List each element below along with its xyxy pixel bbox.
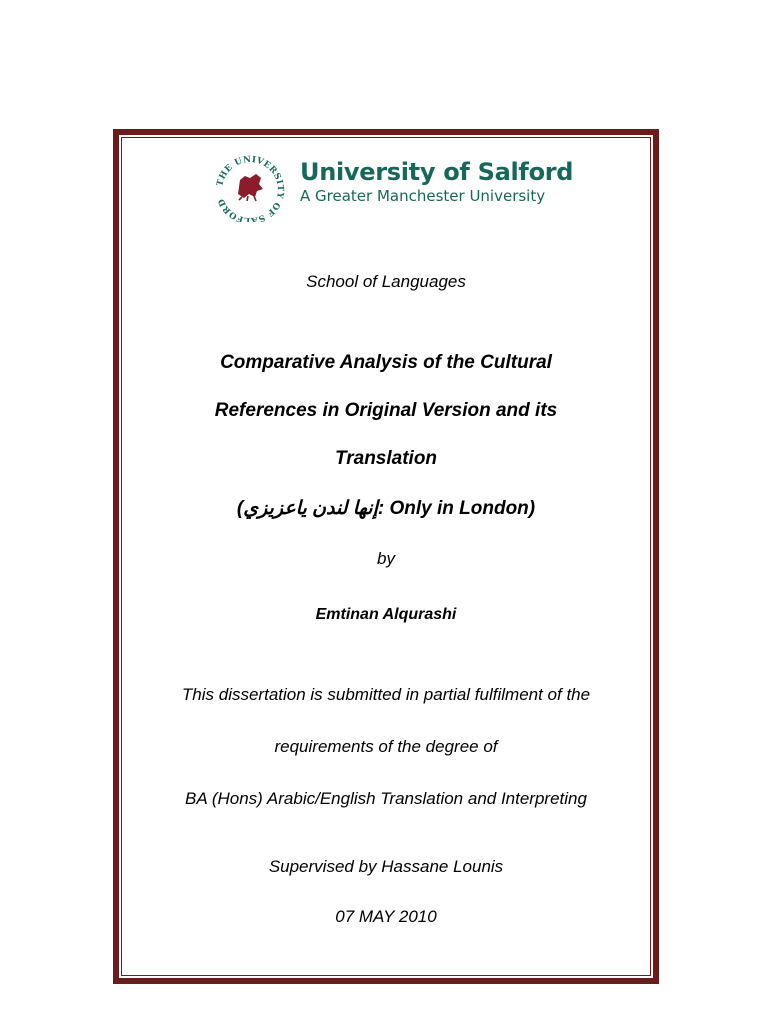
university-tagline: A Greater Manchester University	[300, 187, 546, 205]
title-english-rest: : Only in London)	[377, 498, 536, 519]
university-seal-icon	[212, 150, 292, 222]
university-logo	[212, 150, 572, 222]
title-line-2: References in Original Version and its	[214, 400, 558, 421]
title-line-1: Comparative Analysis of the Cultural	[220, 352, 552, 373]
title-open-paren: (	[236, 498, 244, 519]
school-name: School of Languages	[306, 272, 466, 291]
title-line-3: Translation	[334, 448, 438, 469]
title-arabic: إنها لندن ياعزيزي	[243, 498, 378, 519]
submission-date: 07 MAY 2010	[335, 907, 437, 926]
svg-text:THE UNIVERSITY OF SALFORD: THE UNIVERSITY OF SALFORD	[215, 154, 286, 222]
university-name: University of Salford	[300, 158, 574, 186]
by-label: by	[377, 549, 395, 568]
submission-line-1: This dissertation is submitted in partial fulfilment of the	[181, 685, 591, 704]
supervisor: Supervised by Hassane Lounis	[268, 857, 504, 876]
title-line-4	[113, 497, 659, 520]
submission-line-3: BA (Hons) Arabic/English Translation and Interpreting	[185, 789, 587, 808]
submission-line-2: requirements of the degree of	[274, 737, 498, 756]
author-name: Emtinan Alqurashi	[315, 606, 457, 623]
